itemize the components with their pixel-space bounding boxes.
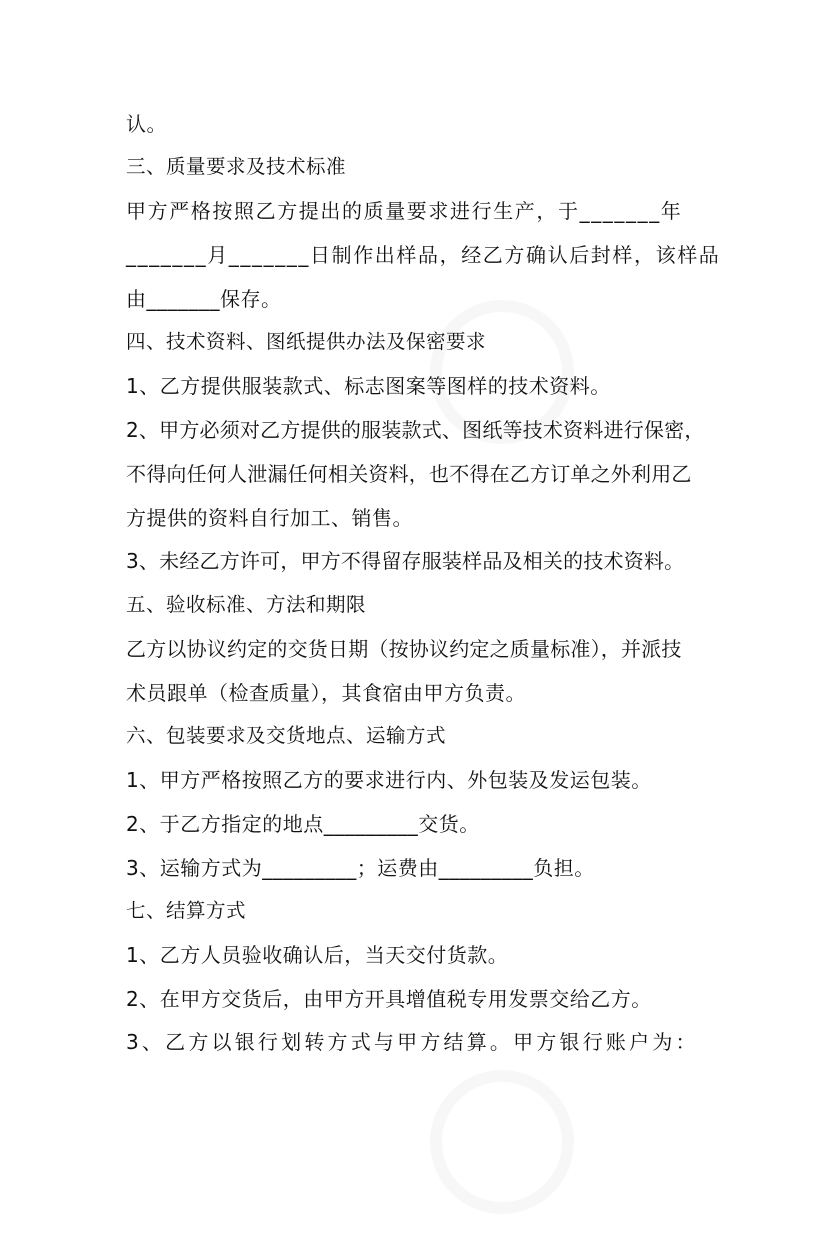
text-line: 2、于乙方指定的地点_________交货。 [126, 812, 480, 836]
text-line: 2、甲方必须对乙方提供的服装款式、图纸等技术资料进行保密， [126, 418, 705, 442]
text-line: 2、在甲方交货后，由甲方开具增值税专用发票交给乙方。 [126, 987, 652, 1011]
section-heading: 三、质量要求及技术标准 [126, 155, 347, 178]
text-line: 方提供的资料自行加工、销售。 [126, 506, 413, 530]
text-line: 3、运输方式为_________；运费由_________负担。 [126, 856, 595, 880]
text-line: 由_______保存。 [126, 287, 282, 311]
text-line: _______月_______日制作出样品，经乙方确认后封样，该样品 [126, 243, 721, 267]
text-line: 认。 [126, 112, 167, 136]
text-line: 1、乙方提供服装款式、标志图案等图样的技术资料。 [126, 374, 611, 398]
text-line: 3、乙方以银行划转方式与甲方结算。甲方银行账户为： [126, 1030, 699, 1054]
text-line: 术员跟单（检查质量），其食宿由甲方负责。 [126, 681, 526, 705]
text-line: 3、未经乙方许可，甲方不得留存服装样品及相关的技术资料。 [126, 549, 685, 573]
text-line: 乙方以协议约定的交货日期（按协议约定之质量标准），并派技 [126, 637, 682, 661]
text-line: 甲方严格按照乙方提出的质量要求进行生产，于_______年 [126, 199, 683, 223]
text-line: 1、甲方严格按照乙方的要求进行内、外包装及发运包装。 [126, 768, 652, 792]
section-heading: 五、验收标准、方法和期限 [126, 593, 367, 616]
watermark-ring [402, 1042, 603, 1242]
section-heading: 七、结算方式 [126, 899, 247, 922]
section-heading: 六、包装要求及交货地点、运输方式 [126, 724, 447, 747]
section-heading: 四、技术资料、图纸提供办法及保密要求 [126, 330, 487, 353]
text-line: 不得向任何人泄漏任何相关资料，也不得在乙方订单之外利用乙 [126, 462, 692, 486]
text-line: 1、乙方人员验收确认后，当天交付货款。 [126, 943, 509, 967]
